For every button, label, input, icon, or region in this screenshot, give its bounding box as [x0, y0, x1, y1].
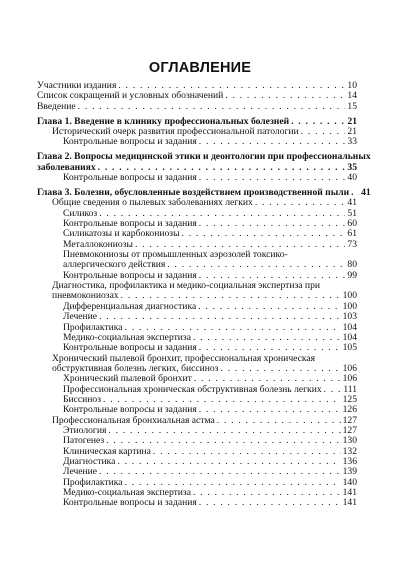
toc-entry-title: Медико-социальная экспертиза	[63, 331, 191, 343]
toc-entry-title: Глава 1. Введение в клинику профессиональных болезней	[37, 115, 290, 127]
leader-dots	[99, 208, 345, 219]
leader-dots	[167, 259, 345, 270]
toc-entry-title: Лечение	[63, 466, 98, 478]
toc-entry-line	[52, 290, 357, 301]
page-number: 100	[342, 300, 357, 312]
leader-dots	[199, 136, 346, 147]
leader-dots	[135, 239, 345, 250]
toc-entry-line	[63, 435, 357, 446]
toc-entry-line	[63, 456, 357, 467]
leader-dots	[291, 116, 345, 127]
page-number: 80	[347, 259, 357, 271]
toc-entry-title: Лечение	[63, 311, 98, 323]
toc-entry-title: Диагностика	[63, 456, 116, 468]
toc-entry-line	[63, 172, 357, 183]
toc-entry-line	[63, 373, 357, 384]
page-number: 125	[342, 393, 357, 405]
toc-entry-title: Контрольные вопросы и задания	[63, 342, 197, 354]
toc-entry-title: пневмокониозах	[52, 290, 119, 302]
toc-entry-line	[37, 162, 357, 173]
leader-dots	[194, 373, 341, 384]
toc-entry-line	[63, 322, 357, 333]
toc-entry-title: Диагностика, профилактика и медико-социальная экспертиза при	[52, 280, 321, 292]
toc-entry-title: Биссиноз	[63, 393, 102, 405]
page-number: 60	[347, 218, 357, 229]
page-number: 14	[347, 90, 357, 102]
toc-entry-title: Силикатозы и карбокониозы	[63, 228, 180, 240]
page-number: 100	[342, 290, 357, 302]
leader-dots	[199, 342, 341, 353]
page-number: 41	[361, 186, 371, 198]
toc-entry-title: Контрольные вопросы и задания	[63, 218, 197, 229]
toc-entry-title: Хронический пылевой бронхит	[63, 373, 192, 385]
toc-entry-title: Глава 2. Вопросы медицинской этики и деонтологии при профессиональных	[37, 151, 371, 163]
page-number: 105	[342, 342, 357, 354]
page-number: 15	[347, 100, 357, 112]
toc-entry-title: Дифференциальная диагностика	[63, 300, 197, 312]
page-number: 141	[342, 497, 357, 509]
toc-entry-line	[37, 151, 371, 162]
toc-entry-line	[37, 116, 357, 127]
toc-entry-title: Контрольные вопросы и задания	[63, 172, 197, 183]
toc-entry-line	[63, 477, 357, 488]
toc-entry-line	[63, 466, 357, 477]
page-number: 126	[342, 404, 357, 416]
toc-entry-line	[37, 80, 357, 91]
leader-dots	[301, 126, 346, 137]
toc-entry-line	[52, 126, 357, 137]
toc-entry-title: Контрольные вопросы и задания	[63, 269, 197, 281]
leader-dots	[193, 487, 341, 498]
page-number: 111	[343, 383, 357, 395]
leader-dots	[199, 172, 346, 183]
toc-entry-title: Профилактика	[63, 321, 123, 333]
toc-entry-line	[63, 342, 357, 353]
toc-entry-title: Этиология	[63, 425, 107, 436]
toc-entry-line	[52, 280, 320, 291]
leader-dots	[220, 363, 340, 374]
toc-entry-title: заболеваниях	[37, 161, 96, 173]
page-number: 40	[347, 172, 357, 183]
toc-entry-line	[63, 218, 357, 229]
toc-entry-line	[63, 249, 288, 260]
leader-dots	[118, 80, 345, 91]
toc-entry-title: Металлокониозы	[63, 238, 133, 250]
toc-entry-title: Патогенез	[63, 435, 105, 447]
toc-entry-line	[63, 136, 357, 147]
toc-entry-title: Введение	[37, 100, 76, 112]
toc-entry-title: Контрольные вопросы и задания	[63, 404, 197, 416]
toc-entry-line	[37, 101, 357, 112]
toc-entry-title: Профессиональная хроническая обструктивная болезнь легких	[63, 383, 322, 395]
toc-entry-line	[63, 301, 357, 312]
toc-entry-line	[63, 384, 357, 395]
leader-dots	[121, 290, 341, 301]
toc-entry-title: Хронический пылевой бронхит, профессиональная хроническая	[52, 352, 316, 364]
toc-entry-title: Общие сведения о пылевых заболеваниях легких	[52, 197, 253, 209]
toc-entry-title: Список сокращений и условных обозначений	[37, 90, 224, 102]
page-number: 21	[347, 126, 357, 137]
leader-dots	[108, 425, 340, 436]
toc-entry-title: Пневмокониозы от промышленных аэрозолей токсико-	[63, 249, 288, 261]
page-number: 141	[342, 487, 357, 499]
leader-dots	[103, 394, 341, 405]
leader-dots	[78, 101, 346, 112]
toc-entry-title: аллергического действия	[63, 259, 166, 271]
leader-dots	[125, 322, 341, 333]
page-number: 106	[342, 362, 357, 374]
leader-dots	[182, 228, 346, 239]
toc-entry-line	[63, 394, 357, 405]
toc-entry-title: Глава 3. Болезни, обусловленные воздействием производственной пыли	[37, 186, 350, 198]
page-number: 35	[347, 161, 357, 173]
leader-dots	[193, 332, 341, 343]
page-number: 106	[342, 373, 357, 385]
leader-dots	[217, 415, 341, 426]
leader-dots	[255, 197, 346, 208]
page-number: 41	[347, 197, 357, 209]
leader-dots	[199, 218, 346, 229]
toc-entry-line	[63, 446, 357, 457]
toc-entry-title: Профессиональная бронхиальная астма	[52, 414, 215, 426]
leader-dots	[106, 435, 340, 446]
page-number: 33	[347, 136, 357, 148]
toc-entry-line	[63, 228, 357, 239]
page-number: 127	[342, 425, 357, 436]
toc-entry-title: Клиническая картина	[63, 445, 151, 457]
toc-entry-line	[37, 90, 357, 101]
toc-entry-line	[63, 487, 357, 498]
leader-dots	[99, 311, 341, 322]
leader-dots	[125, 477, 341, 488]
toc-entry-line	[52, 353, 315, 364]
leader-dots	[324, 384, 342, 395]
toc-entry-line	[37, 186, 371, 198]
page-number: 21	[347, 115, 357, 127]
toc-entry-title: Медико-социальная экспертиза	[63, 487, 191, 499]
toc-entry-line	[63, 270, 357, 281]
toc-entry-line	[63, 332, 357, 343]
leader-dots	[98, 162, 346, 173]
page-number: 140	[342, 476, 357, 488]
toc-entry-line	[52, 363, 357, 374]
toc-entry-line	[52, 197, 357, 208]
leader-dots	[198, 301, 340, 312]
leader-dots	[199, 270, 346, 281]
page-number: 10	[347, 80, 357, 91]
toc-entry-line	[52, 415, 357, 426]
leader-dots	[99, 466, 341, 477]
toc-entry-title: Силикоз	[63, 207, 98, 219]
page-number: 103	[342, 311, 357, 323]
toc-entry-line	[63, 208, 357, 219]
toc-entry-title: Контрольные вопросы и задания	[63, 136, 197, 148]
leader-dots	[199, 404, 341, 415]
leader-dots	[117, 456, 340, 467]
toc-entry-line	[63, 425, 357, 436]
page-number: 104	[342, 331, 357, 343]
page-number: 139	[342, 466, 357, 478]
page-number: 61	[347, 228, 357, 240]
page-number: 99	[347, 269, 357, 281]
leader-dots	[199, 497, 341, 508]
toc-entry-title: обструктивная болезнь легких, биссиноз	[52, 362, 219, 374]
leader-dots	[153, 446, 341, 457]
toc-entry-line	[63, 497, 357, 508]
toc-entry-line	[63, 239, 357, 250]
page-number: 130	[342, 435, 357, 447]
toc-entry-title: Контрольные вопросы и задания	[63, 497, 197, 509]
leader-dots	[351, 187, 359, 198]
page-number: 136	[342, 456, 357, 468]
toc-entry-line	[63, 311, 357, 322]
page-number: 132	[342, 445, 357, 457]
page-number: 127	[342, 414, 357, 426]
toc-entry-title: Профилактика	[63, 476, 123, 488]
page-title: ОГЛАВЛЕНИЕ	[148, 60, 252, 76]
toc-entry-title: Исторический очерк развития профессиональной патологии	[52, 126, 299, 137]
page-number: 51	[347, 207, 357, 219]
page-number: 73	[347, 238, 357, 250]
toc-entry-line	[63, 259, 357, 270]
toc-entry-line	[63, 404, 357, 415]
page-number: 104	[342, 321, 357, 333]
leader-dots	[225, 90, 345, 101]
toc-entry-title: Участники издания	[37, 80, 117, 91]
